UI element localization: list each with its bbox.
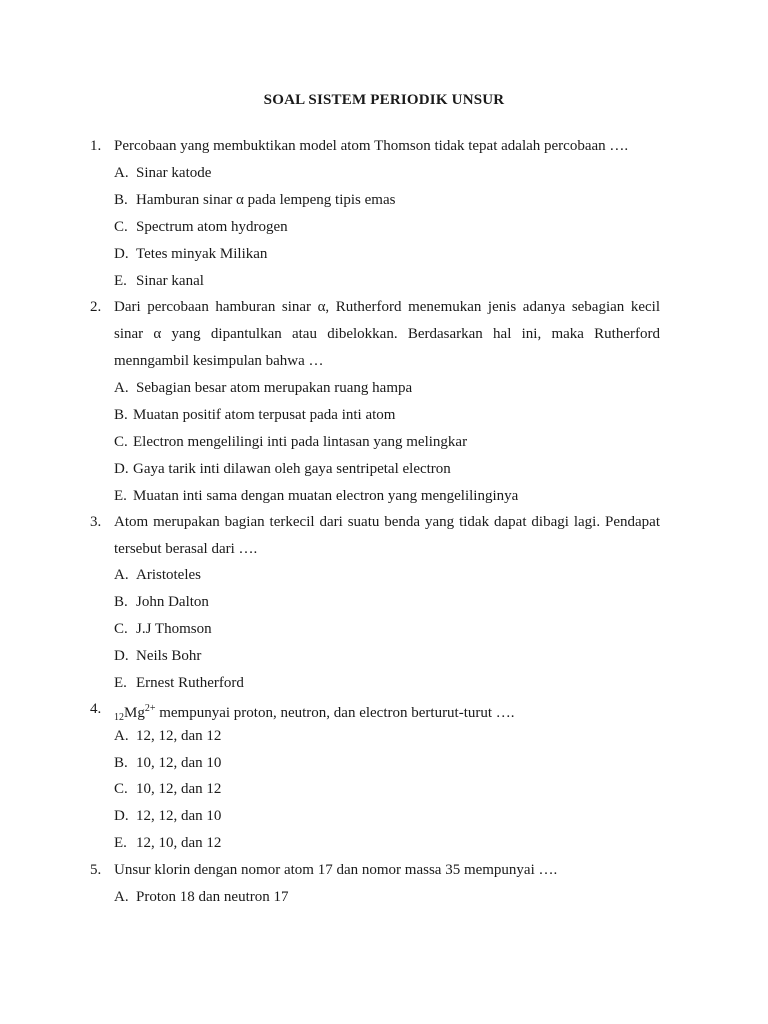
question-number: 4.: [90, 701, 102, 717]
option-text: 12, 10, dan 12: [136, 835, 222, 851]
option-letter: D.: [114, 808, 129, 824]
option-letter: A.: [114, 728, 129, 744]
question-text-line: tersebut berasal dari ….: [114, 541, 258, 557]
option-letter: C.: [114, 434, 128, 450]
option-text: Gaya tarik inti dilawan oleh gaya sentripetal electron: [133, 461, 451, 477]
option-letter: A.: [114, 567, 129, 583]
option-letter: E.: [114, 488, 127, 504]
question-text-line: Atom merupakan bagian terkecil dari suatu benda yang tidak dapat dibagi lagi. Pendapat: [114, 514, 660, 530]
option-text: Tetes minyak Milikan: [136, 246, 268, 262]
option-text: Muatan positif atom terpusat pada inti atom: [133, 407, 396, 423]
question-text-line: sinar α yang dipantulkan atau dibelokkan. Berdasarkan hal ini, maka Rutherford: [114, 326, 660, 342]
question-number: 2.: [90, 299, 102, 315]
option-text: Sebagian besar atom merupakan ruang hampa: [136, 380, 413, 396]
question-text-line: menngambil kesimpulan bahwa …: [114, 353, 324, 369]
option-text: J.J Thomson: [136, 621, 212, 637]
option-letter: A.: [114, 889, 129, 905]
option-text: Muatan inti sama dengan muatan electron yang mengelilinginya: [133, 488, 519, 504]
option-letter: A.: [114, 380, 129, 396]
page-title: SOAL SISTEM PERIODIK UNSUR: [263, 92, 505, 108]
option-text: Proton 18 dan neutron 17: [136, 889, 289, 905]
option-text: Electron mengelilingi inti pada lintasan yang melingkar: [133, 434, 468, 450]
option-letter: D.: [114, 461, 129, 477]
atomic-number: 12: [114, 712, 124, 723]
question-text-rest: mempunyai proton, neutron, dan electron berturut-turut ….: [155, 705, 515, 721]
option-letter: E.: [114, 675, 127, 691]
option-text: Neils Bohr: [136, 648, 202, 664]
option-text: 12, 12, dan 12: [136, 728, 222, 744]
option-text: Sinar katode: [136, 165, 212, 181]
option-text: 12, 12, dan 10: [136, 808, 222, 824]
question-number: 1.: [90, 138, 102, 154]
option-letter: D.: [114, 246, 129, 262]
option-letter: E.: [114, 273, 127, 289]
option-letter: C.: [114, 219, 128, 235]
question-number: 3.: [90, 514, 102, 530]
option-text: Hamburan sinar α pada lempeng tipis emas: [136, 192, 396, 208]
option-letter: A.: [114, 165, 129, 181]
question-text-line: Dari percobaan hamburan sinar α, Rutherford menemukan jenis adanya sebagian kecil: [114, 299, 660, 315]
option-letter: B.: [114, 755, 128, 771]
question-number: 5.: [90, 862, 102, 878]
question-text: Unsur klorin dengan nomor atom 17 dan nomor massa 35 mempunyai ….: [114, 862, 558, 878]
option-letter: E.: [114, 835, 127, 851]
option-letter: B.: [114, 594, 128, 610]
question-text: [114, 700, 515, 727]
question-text: Percobaan yang membuktikan model atom Thomson tidak tepat adalah percobaan ….: [114, 138, 629, 154]
option-text: 10, 12, dan 10: [136, 755, 222, 771]
option-letter: D.: [114, 648, 129, 664]
ion-charge: 2+: [144, 703, 156, 714]
option-text: 10, 12, dan 12: [136, 781, 222, 797]
option-letter: B.: [114, 407, 128, 423]
option-text: Aristoteles: [136, 567, 201, 583]
option-text: Spectrum atom hydrogen: [136, 219, 288, 235]
element-symbol: Mg: [124, 705, 145, 721]
option-text: Ernest Rutherford: [136, 675, 244, 691]
option-text: Sinar kanal: [136, 273, 204, 289]
option-text: John Dalton: [136, 594, 209, 610]
option-letter: C.: [114, 621, 128, 637]
option-letter: B.: [114, 192, 128, 208]
option-letter: C.: [114, 781, 128, 797]
